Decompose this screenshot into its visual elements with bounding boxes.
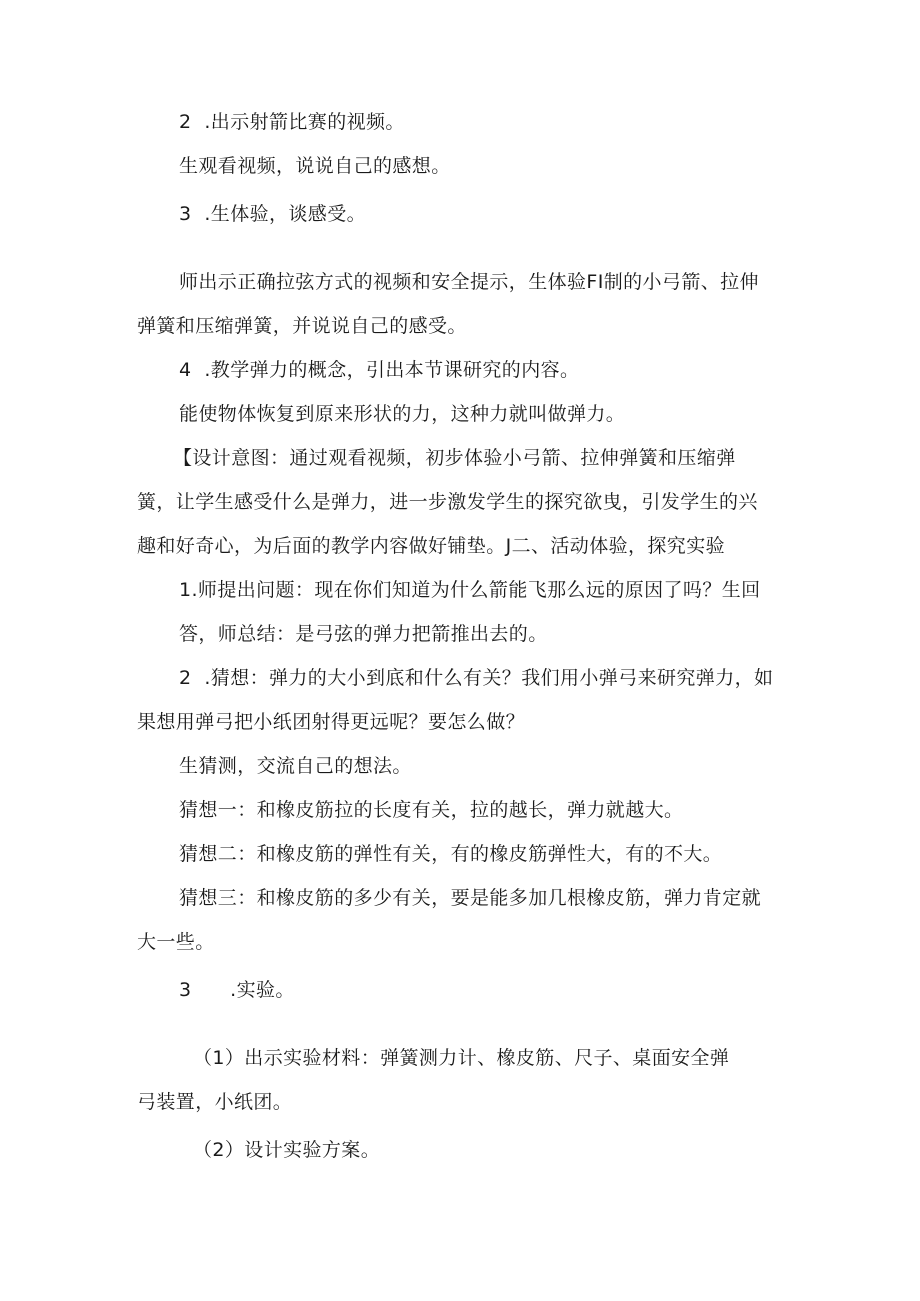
paragraph-line: 猜想一：和橡皮筋拉的长度有关，拉的越长，弹力就越大。: [179, 799, 684, 821]
paragraph-line: 果想用弹弓把小纸团射得更远呢？要怎么做？: [137, 711, 526, 733]
paragraph-line: 答，师总结：是弓弦的弹力把箭推出去的。: [179, 623, 548, 645]
paragraph-line: 猜想三：和橡皮筋的多少有关，要是能多加几根橡皮筋，弹力肯定就: [179, 887, 762, 909]
paragraph-line: 3 .生体验，谈感受。: [179, 203, 367, 225]
paragraph-line: 【设计意图：通过观看视频，初步体验小弓箭、拉伸弹簧和压缩弹: [173, 447, 736, 469]
paragraph-line: 能使物体恢复到原来形状的力，这种力就叫做弹力。: [179, 403, 626, 425]
paragraph-line: 生猜测，交流自己的想法。: [179, 755, 412, 777]
paragraph-line: 生观看视频，说说自己的感想。: [179, 155, 451, 177]
paragraph-line: 弓装置，小纸团。: [137, 1091, 293, 1113]
paragraph-line: 师出示正确拉弦方式的视频和安全提示，生体验FI制的小弓箭、拉伸: [179, 271, 759, 293]
paragraph-line: 1.师提出问题：现在你们知道为什么箭能飞那么远的原因了吗？生回: [179, 579, 761, 601]
paragraph-line: 4 .教学弹力的概念，引出本节课研究的内容。: [179, 359, 580, 381]
paragraph-line: 弹簧和压缩弹簧，并说说自己的感受。: [137, 315, 467, 337]
paragraph-line: 猜想二：和橡皮筋的弹性有关，有的橡皮筋弹性大，有的不大。: [179, 843, 723, 865]
paragraph-line: 2 .出示射箭比赛的视频。: [179, 111, 405, 133]
paragraph-line: 簧，让学生感受什么是弹力，进一步激发学生的探究欲曳，引发学生的兴: [137, 491, 758, 513]
paragraph-line: 3 .实验。: [179, 979, 295, 1001]
paragraph-line: 趣和好奇心，为后面的教学内容做好铺垫。J二、活动体验，探究实验: [137, 535, 726, 557]
paragraph-line: 2 .猜想：弹力的大小到底和什么有关？我们用小弹弓来研究弹力，如: [179, 667, 774, 689]
paragraph-line: （2）设计实验方案。: [193, 1139, 381, 1161]
paragraph-line: （1）出示实验材料：弹簧测力计、橡皮筋、尺子、桌面安全弹: [193, 1047, 730, 1069]
paragraph-line: 大一些。: [137, 931, 215, 953]
